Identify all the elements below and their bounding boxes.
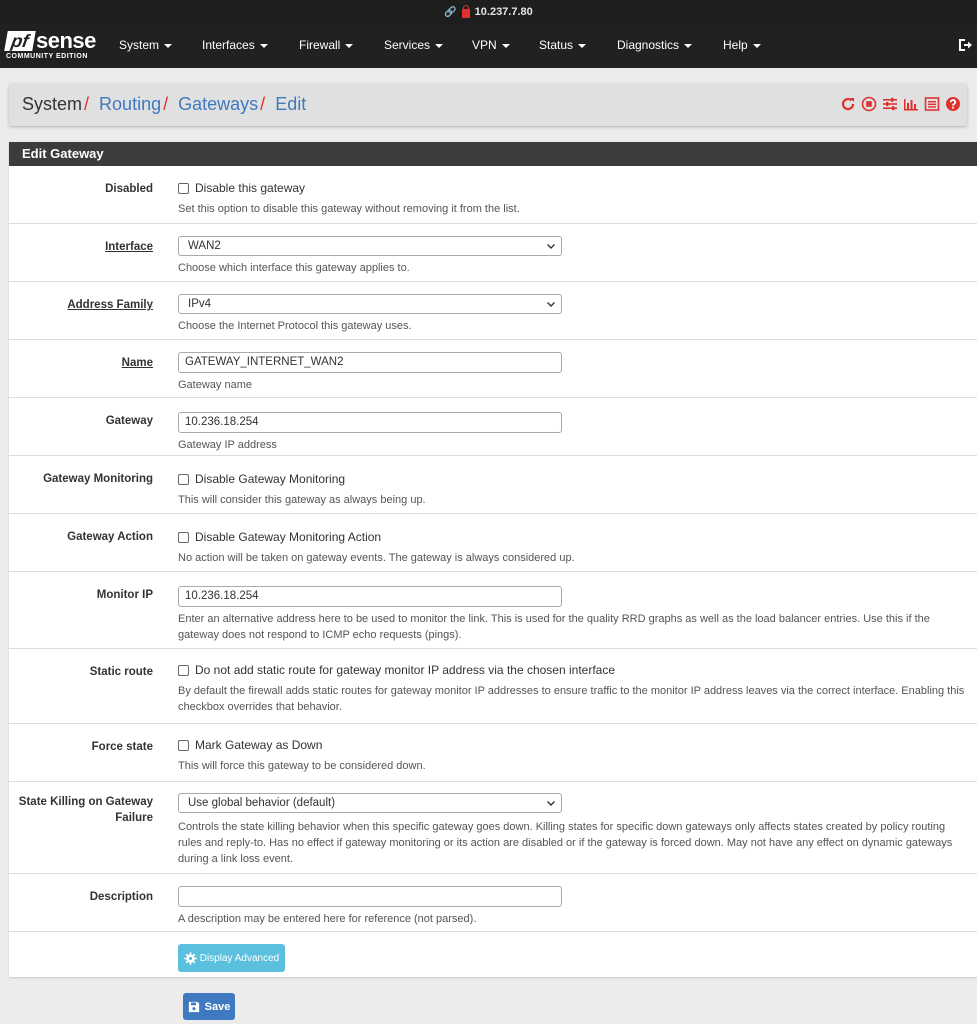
save-button[interactable]: Save — [183, 993, 235, 1020]
help-gateway-action: No action will be taken on gateway events. The gateway is always considered up. — [178, 552, 575, 564]
breadcrumb-gateways-link[interactable]: Gateways — [178, 94, 259, 114]
description-input[interactable] — [178, 886, 562, 907]
breadcrumb-routing-link[interactable]: Routing — [99, 94, 162, 114]
row-monitor-ip — [9, 572, 977, 649]
help-gateway: Gateway IP address — [178, 439, 277, 451]
help-gateway-monitoring: This will consider this gateway as always being up. — [178, 494, 426, 506]
top-navbar — [0, 24, 977, 68]
help-address-family: Choose the Internet Protocol this gateway uses. — [178, 320, 412, 332]
label-gateway-action: Gateway Action — [67, 531, 153, 543]
save-icon — [188, 1001, 200, 1013]
label-gateway-monitoring: Gateway Monitoring — [43, 473, 153, 485]
label-static-route: Static route — [89, 666, 153, 678]
help-static-route: By default the firewall adds static routes for gateway monitor IP addresses to ensure traffic to the monitor IP address leaves via the correct interface. Enabling this checkbox overrides that behavior. — [178, 685, 965, 713]
row-interface — [9, 224, 977, 282]
mark-gateway-down-checkbox[interactable]: Mark Gateway as Down — [178, 738, 322, 752]
breadcrumb-edit-link[interactable]: Edit — [275, 94, 307, 114]
menu-diagnostics[interactable]: Diagnostics — [617, 38, 692, 52]
disable-monitoring-checkbox[interactable]: Disable Gateway Monitoring — [178, 472, 345, 486]
chevron-down-icon — [546, 299, 556, 309]
label-state-killing: State Killing on Gateway Failure — [18, 796, 153, 824]
checkbox-box[interactable] — [178, 740, 189, 751]
help-icon[interactable] — [945, 96, 961, 112]
caret-down-icon — [260, 44, 268, 48]
logo-pf: pf — [4, 31, 36, 51]
chevron-down-icon — [546, 798, 556, 808]
help-monitor-ip: Enter an alternative address here to be used to monitor the link. This is used for the quality RRD graphs as well as the load balancer entries. Use this if the gateway does not respond to ICMP echo requests (pings). — [178, 613, 930, 641]
stop-icon[interactable] — [861, 96, 877, 112]
pfsense-logo[interactable] — [6, 29, 98, 63]
caret-down-icon — [435, 44, 443, 48]
caret-down-icon — [578, 44, 586, 48]
label-address-family: Address Family — [67, 299, 153, 311]
menu-status[interactable]: Status — [539, 38, 586, 52]
address-family-select[interactable]: IPv4 — [178, 294, 562, 314]
disable-gateway-checkbox[interactable]: Disable this gateway — [178, 181, 305, 195]
edit-gateway-panel — [9, 142, 977, 977]
name-input[interactable]: GATEWAY_INTERNET_WAN2 — [178, 352, 562, 373]
menu-interfaces[interactable]: Interfaces — [202, 38, 268, 52]
checkbox-box[interactable] — [178, 474, 189, 485]
monitor-ip-input[interactable]: 10.236.18.254 — [178, 586, 562, 607]
caret-down-icon — [684, 44, 692, 48]
no-static-route-checkbox[interactable]: Do not add static route for gateway monitor IP address via the chosen interface — [178, 663, 615, 677]
row-state-killing — [9, 782, 977, 874]
caret-down-icon — [502, 44, 510, 48]
checkbox-box[interactable] — [178, 183, 189, 194]
sliders-icon[interactable] — [882, 96, 898, 112]
label-description: Description — [89, 891, 153, 903]
lock-icon — [462, 9, 470, 18]
row-static-route — [9, 649, 977, 724]
menu-help[interactable]: Help — [723, 38, 761, 52]
logo-edition: COMMUNITY EDITION — [6, 53, 88, 60]
label-monitor-ip: Monitor IP — [96, 589, 153, 601]
help-interface: Choose which interface this gateway applies to. — [178, 262, 410, 274]
help-force-state: This will force this gateway to be considered down. — [178, 760, 426, 772]
breadcrumb-separator: / — [163, 94, 169, 114]
help-name: Gateway name — [178, 379, 252, 391]
breadcrumb — [9, 84, 967, 126]
state-killing-select[interactable]: Use global behavior (default) — [178, 793, 562, 813]
checkbox-box[interactable] — [178, 532, 189, 543]
help-state-killing: Controls the state killing behavior when this specific gateway goes down. Killing states for specific down gateways only affects states created by policy routing rules and reply-to. Has no effect if gateway monitoring or its action are disabled or if the gateway is forced down. May not have any effect on dynamic gateways during a link loss event. — [178, 821, 953, 865]
label-disabled: Disabled — [105, 183, 153, 195]
interface-select[interactable]: WAN2 — [178, 236, 562, 256]
row-force-state — [9, 724, 977, 782]
row-gateway-monitoring — [9, 456, 977, 514]
gateway-input[interactable]: 10.236.18.254 — [178, 412, 562, 433]
row-disabled — [9, 166, 977, 224]
menu-firewall[interactable]: Firewall — [299, 38, 353, 52]
reload-icon[interactable] — [840, 96, 856, 112]
row-description — [9, 874, 977, 932]
browser-address-bar[interactable] — [0, 0, 977, 24]
row-address-family — [9, 282, 977, 340]
help-disabled: Set this option to disable this gateway without removing it from the list. — [178, 203, 520, 215]
chevron-down-icon — [546, 241, 556, 251]
gear-icon — [184, 952, 197, 965]
menu-services[interactable]: Services — [384, 38, 443, 52]
label-interface: Interface — [105, 241, 153, 253]
row-gateway-action — [9, 514, 977, 572]
row-gateway — [9, 398, 977, 456]
row-name — [9, 340, 977, 398]
panel-title: Edit Gateway — [9, 142, 977, 166]
menu-vpn[interactable]: VPN — [472, 38, 510, 52]
link-icon: 🔗 — [444, 6, 457, 18]
label-gateway: Gateway — [105, 415, 153, 427]
logo-sense: sense — [36, 28, 96, 53]
label-force-state: Force state — [91, 741, 153, 753]
address-text: 10.237.7.80 — [474, 6, 533, 18]
help-description: A description may be entered here for reference (not parsed). — [178, 913, 477, 925]
checkbox-box[interactable] — [178, 665, 189, 676]
disable-monitoring-action-checkbox[interactable]: Disable Gateway Monitoring Action — [178, 530, 381, 544]
caret-down-icon — [345, 44, 353, 48]
breadcrumb-system: System — [22, 94, 83, 114]
list-icon[interactable] — [924, 96, 940, 112]
caret-down-icon — [753, 44, 761, 48]
caret-down-icon — [164, 44, 172, 48]
label-name: Name — [121, 357, 153, 369]
breadcrumb-separator: / — [84, 94, 90, 114]
display-advanced-button[interactable]: Display Advanced — [178, 944, 285, 972]
logout-icon[interactable] — [957, 36, 973, 54]
breadcrumb-separator: / — [260, 94, 266, 114]
menu-system[interactable]: System — [119, 38, 172, 52]
chart-icon[interactable] — [903, 96, 919, 112]
